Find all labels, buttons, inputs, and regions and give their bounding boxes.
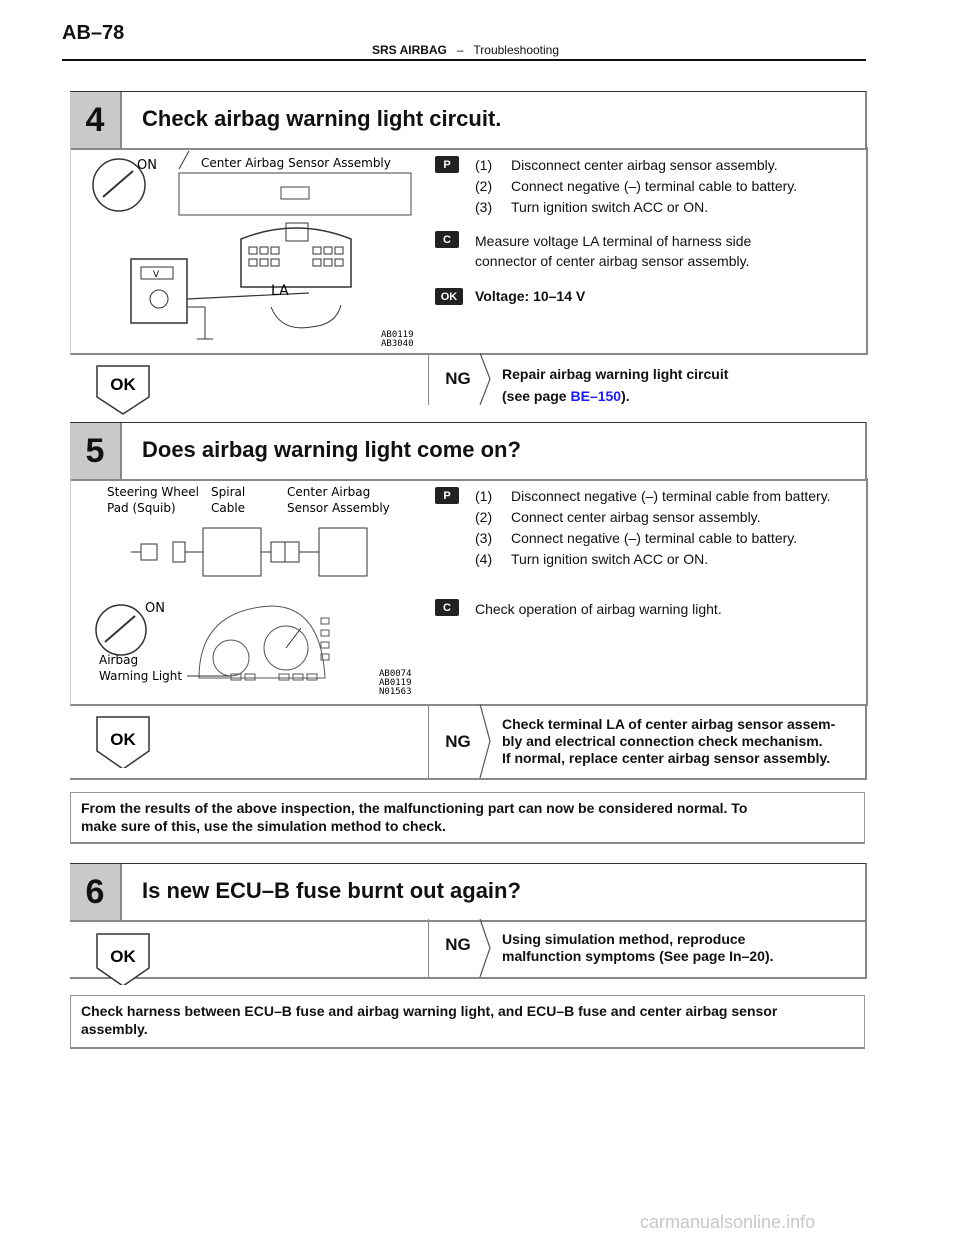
- header-section: SRS AIRBAG: [372, 43, 447, 57]
- note-line: make sure of this, use the simulation method to check.: [81, 818, 446, 834]
- step-4-ng-label: NG: [445, 369, 471, 388]
- step-5-prep-list: [475, 486, 831, 570]
- step-4-panel: [70, 147, 868, 355]
- step-4-number: 4: [70, 92, 122, 148]
- ng-line: bly and electrical connection check mechanism.: [502, 733, 823, 749]
- c-badge-icon: C: [435, 599, 459, 616]
- step-6-result-row: [70, 919, 867, 979]
- step-4-ok-label: OK: [110, 375, 136, 394]
- ng-chevron-icon: [478, 919, 492, 977]
- ng-line: If normal, replace center airbag sensor assembly.: [502, 750, 831, 766]
- list-item: (2) Connect negative (–) terminal cable to battery.: [475, 178, 798, 194]
- fig5-center: Center Airbag: [287, 485, 371, 499]
- ok-badge-icon: OK: [435, 288, 463, 305]
- running-header: [372, 43, 559, 57]
- fig5-airbag: Airbag: [99, 653, 139, 667]
- fig5-steering: Steering Wheel: [107, 485, 199, 499]
- step-6-ng-text: [502, 931, 774, 965]
- step-5-ng-text: [502, 716, 835, 767]
- ng-line: Using simulation method, reproduce: [502, 931, 746, 947]
- fig4-on-label: ON: [137, 158, 157, 173]
- header-separator: –: [456, 43, 464, 57]
- ng-line: (see page BE–150).: [502, 388, 630, 404]
- step-5-figure: [81, 478, 436, 702]
- step-6-header: [70, 863, 867, 922]
- ng-chevron-icon: [478, 353, 492, 405]
- step-4-check: [475, 231, 751, 271]
- fig5-squib: Pad (Squib): [107, 501, 176, 515]
- note-simulation: [70, 792, 865, 844]
- note-check-harness: [70, 995, 865, 1049]
- list-item: (1) Disconnect center airbag sensor assembly.: [475, 157, 778, 173]
- page-link[interactable]: BE–150: [570, 388, 622, 404]
- fig5-code2: AB0119: [379, 678, 412, 688]
- ng-chevron-icon: [478, 704, 492, 778]
- note-line: assembly.: [81, 1021, 148, 1037]
- step-4-ok-arrow: [96, 365, 150, 417]
- ng-line: malfunction symptoms (See page In–20).: [502, 948, 774, 964]
- fig5-warning: Warning Light: [99, 669, 183, 683]
- list-item: (3) Turn ignition switch ACC or ON.: [475, 199, 709, 215]
- list-item: (2) Connect center airbag sensor assembly.: [475, 509, 761, 525]
- fig5-sensor: Sensor Assembly: [287, 501, 390, 515]
- note-line: From the results of the above inspection, the malfunctioning part can now be considered normal. To: [81, 800, 748, 816]
- page-number: AB–78: [62, 22, 125, 44]
- watermark: carmanualsonline.info: [640, 1212, 816, 1232]
- check-line: connector of center airbag sensor assembly.: [475, 253, 750, 269]
- p-badge-icon: P: [435, 487, 459, 504]
- fig4-assembly-label: Center Airbag Sensor Assembly: [201, 156, 391, 170]
- fig4-la-label: LA: [271, 283, 289, 299]
- list-item: (4) Turn ignition switch ACC or ON.: [475, 551, 709, 567]
- step-5-result-row: [70, 704, 867, 780]
- p-badge-icon: P: [435, 156, 459, 173]
- step-6-ok-arrow: [96, 933, 150, 985]
- step-6-number: 6: [70, 864, 122, 920]
- step-4-prep-list: [475, 155, 797, 218]
- step-4-title: Check airbag warning light circuit.: [142, 106, 502, 131]
- fig4-code2: AB3040: [381, 339, 414, 349]
- fig5-on-label: ON: [145, 601, 165, 616]
- step-5-check: Check operation of airbag warning light.: [475, 601, 722, 617]
- fig5-code1: AB0074: [379, 669, 412, 679]
- list-item: (3) Connect negative (–) terminal cable to battery.: [475, 530, 798, 546]
- fig4-code1: AB0119: [381, 330, 414, 340]
- c-badge-icon: C: [435, 231, 459, 248]
- step-5-header: [70, 422, 867, 481]
- step-4-ng-text: [502, 363, 728, 407]
- fig5-code3: N01563: [379, 687, 412, 697]
- note-line: Check harness between ECU–B fuse and airbag warning light, and ECU–B fuse and center airbag sensor: [81, 1003, 778, 1019]
- list-item: (1) Disconnect negative (–) terminal cable from battery.: [475, 488, 831, 504]
- step-4-figure: [81, 147, 436, 351]
- step-6-ok-label: OK: [110, 947, 136, 966]
- header-subsection: Troubleshooting: [473, 43, 560, 57]
- step-5-ng-label: NG: [445, 732, 471, 751]
- step-4-ok-spec: Voltage: 10–14 V: [475, 288, 586, 304]
- step-4-result-row: [70, 353, 865, 405]
- header-rule: [62, 59, 866, 61]
- step-4-header: [70, 91, 867, 150]
- step-5-ok-arrow: [96, 716, 150, 768]
- step-5-title: Does airbag warning light come on?: [142, 437, 521, 462]
- check-line: Measure voltage LA terminal of harness side: [475, 233, 752, 249]
- ng-line: Repair airbag warning light circuit: [502, 366, 729, 382]
- step-5-ok-label: OK: [110, 730, 136, 749]
- ng-line: Check terminal LA of center airbag sensor assem-: [502, 716, 836, 732]
- step-6-ng-label: NG: [445, 935, 471, 954]
- fig5-spiral: Spiral: [211, 485, 246, 499]
- step-5-number: 5: [70, 423, 122, 479]
- step-5-panel: [70, 478, 868, 706]
- fig4-meter-label: V: [153, 270, 160, 280]
- fig5-cable: Cable: [211, 501, 246, 515]
- step-6-title: Is new ECU–B fuse burnt out again?: [142, 878, 521, 903]
